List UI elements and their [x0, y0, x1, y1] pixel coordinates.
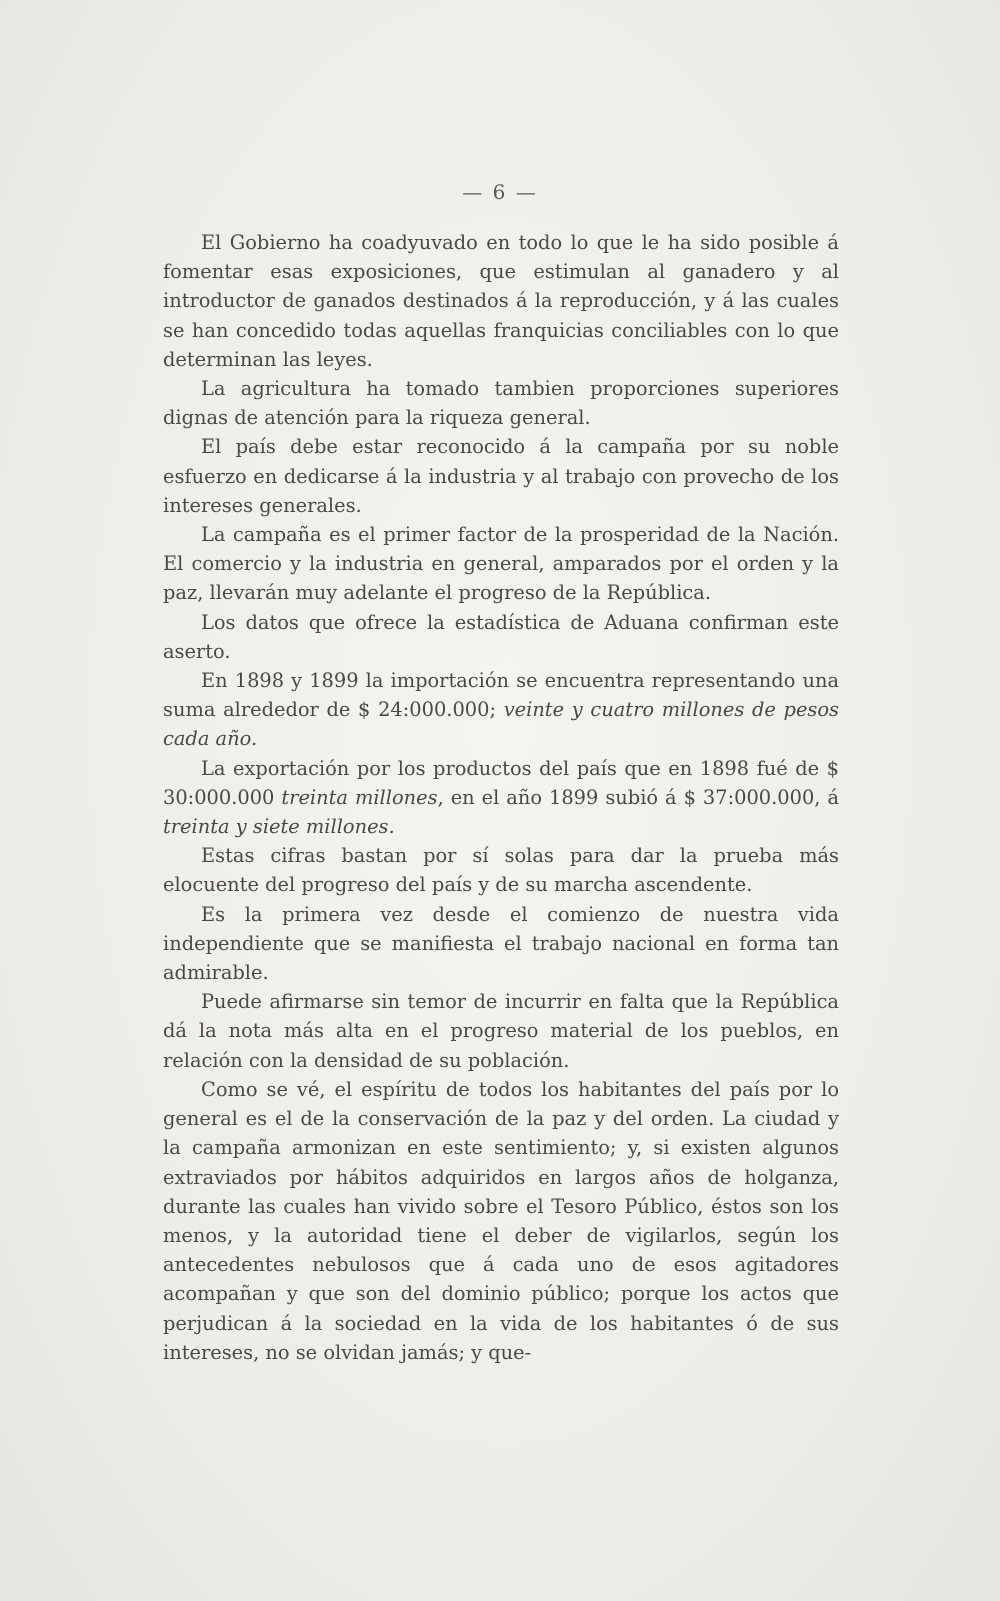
paragraph-text: En 1898 y 1899 la importación se encuentra representando una suma alrededor de $ 24:000.000;: [163, 669, 839, 722]
paragraph-text: El país debe estar reconocido á la campaña por su noble esfuerzo en dedicarse á la industria y al trabajo con provecho de los intereses generales.: [163, 435, 839, 517]
paragraph-text: La exportación por los productos del país que en 1898 fué de $ 30:000.000: [163, 756, 839, 809]
paragraph-text: Los datos que ofrece la estadística de Aduana confirman este aserto.: [163, 610, 839, 663]
paragraph: [163, 841, 839, 899]
paragraph-text: El Gobierno ha coadyuvado en todo lo que le ha sido posible á fomentar esas exposiciones, que estimulan al ganadero y al introductor de ganados destinados á la reproducción, y á las cuales se han concedido todas aquellas franquicias conciliables con lo que determinan las leyes.: [163, 231, 839, 371]
paragraph-text: La agricultura ha tomado tambien proporciones superiores dignas de atención para la riqueza general.: [163, 377, 839, 430]
paragraph: [163, 228, 839, 374]
paragraph: [163, 432, 839, 520]
paragraph: [163, 608, 839, 666]
paragraph: [163, 520, 839, 608]
paragraph-text: Puede afirmarse sin temor de incurrir en falta que la República dá la nota más alta en el progreso material de los pueblos, en relación con la densidad de su población.: [163, 990, 839, 1072]
paragraph: [163, 900, 839, 988]
paragraph-text: Es la primera vez desde el comienzo de nuestra vida independiente que se manifiesta el trabajo nacional en forma tan admirable.: [163, 902, 839, 985]
paragraph: [163, 666, 839, 754]
page-number: — 6 —: [462, 180, 538, 204]
paragraph-text: La campaña es el primer factor de la prosperidad de la Nación. El comercio y la industria en general, amparados por el orden y la paz, llevarán muy adelante el progreso de la República.: [163, 523, 839, 605]
italic-text: veinte y cuatro millones de pesos cada año.: [163, 698, 839, 751]
paragraph: [163, 987, 839, 1075]
italic-text: treinta millones: [281, 785, 438, 809]
paragraph: [163, 754, 839, 842]
paragraph-text: , en el año 1899 subió á $ 37:000.000, á: [437, 785, 840, 809]
paragraph: [163, 1075, 839, 1367]
paragraph: [163, 374, 839, 432]
paragraph-text: Estas cifras bastan por sí solas para dar la prueba más elocuente del progreso del país y de su marcha ascendente.: [163, 844, 839, 897]
italic-text: treinta y siete millones.: [163, 815, 395, 839]
paragraph-text: Como se vé, el espíritu de todos los habitantes del país por lo general es el de la conservación de la paz y del orden. La ciudad y la campaña armonizan en este sentimiento; y, si existen algunos extraviados por hábitos adquiridos en largos años de holganza, durante las cuales han vivido sobre el Tesoro Público, éstos son los menos, y la autoridad tiene el deber de vigilarlos, según los antecedentes nebulosos que á cada uno de esos agitadores acompañan y que son del dominio público; porque los actos que perjudican á la sociedad en la vida de los habitantes ó de sus intereses, no se olvidan jamás; y que-: [163, 1077, 839, 1364]
body-text: [163, 228, 839, 1367]
